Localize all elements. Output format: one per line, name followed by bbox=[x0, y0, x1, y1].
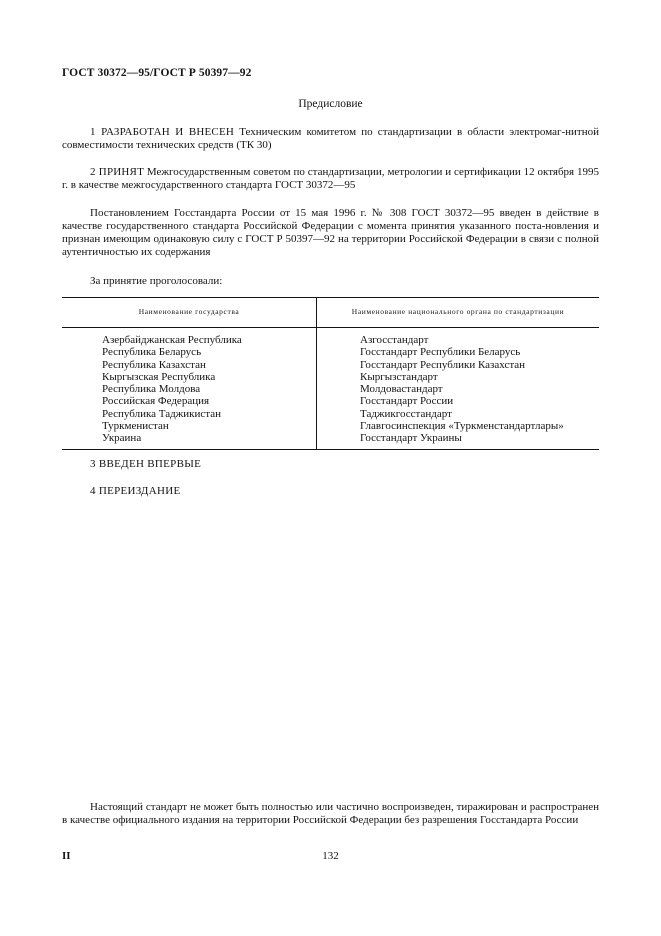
resolution-paragraph bbox=[62, 207, 599, 259]
preface-title: Предисловие bbox=[298, 98, 363, 110]
body-name: Азгосстандарт bbox=[360, 334, 429, 346]
roman-page-number: II bbox=[62, 850, 71, 862]
states-column bbox=[62, 328, 317, 450]
header-state: Наименование государства bbox=[62, 298, 317, 328]
item-developed bbox=[62, 126, 599, 152]
body-name: Госстандарт Украины bbox=[360, 432, 462, 445]
body-name: Госстандарт Республики Беларусь bbox=[360, 346, 521, 359]
state-name: Республика Казахстан bbox=[102, 358, 206, 371]
state-name: Кыргызская Республика bbox=[102, 370, 216, 383]
document-header: ГОСТ 30372—95/ГОСТ Р 50397—92 bbox=[62, 67, 252, 79]
body-name: Кыргызстандарт bbox=[360, 370, 438, 383]
item-adopted-text: Межгосударственным советом по стандартизации, метрологии и сертификации 12 октября 1995 г. в качестве межгосударственного стандарта ГОСТ 30372—95 bbox=[62, 166, 599, 191]
copyright-notice: Настоящий стандарт не может быть полностью или частично воспроизведен, тиражирован и распространен в качестве официального издания на территории Российской Федерации без разрешения Госстандарта России bbox=[62, 801, 599, 826]
body-name: Таджикгосстандарт bbox=[360, 407, 452, 420]
state-name: Республика Таджикистан bbox=[102, 407, 221, 420]
votes-table-header bbox=[62, 298, 599, 328]
voted-intro: За принятие проголосовали: bbox=[90, 275, 223, 287]
bodies-column bbox=[317, 328, 600, 450]
body-name: Главгосинспекция «Туркменстандартлары» bbox=[360, 420, 564, 433]
item-introduced: 3 ВВЕДЕН ВПЕРВЫЕ bbox=[90, 458, 202, 470]
state-name: Республика Молдова bbox=[102, 383, 201, 396]
page-number: 132 bbox=[322, 850, 339, 862]
item-adopted bbox=[62, 166, 599, 192]
item-adopted-lead: 2 ПРИНЯТ bbox=[90, 166, 145, 178]
state-name: Туркменистан bbox=[102, 420, 169, 433]
state-name: Азербайджанская Республика bbox=[102, 334, 242, 346]
state-name: Украина bbox=[102, 432, 142, 445]
body-name: Госстандарт России bbox=[360, 395, 454, 408]
resolution-text: Постановлением Госстандарта России от 15 мая 1996 г. № 308 ГОСТ 30372—95 введен в действие в качестве государственного стандарта Российской Федерации с момента принятия указанного поста-новления и признан имеющим одинаковую силу с ГОСТ Р 50397—92 на территории Российской Федерации в связи с полной аутентичностью их содержания bbox=[62, 207, 599, 258]
body-name: Молдовастандарт bbox=[360, 383, 443, 396]
item-developed-text: Техническим комитетом по стандартизации в области электромаг-нитной совместимости технических средств (ТК 30) bbox=[62, 126, 599, 151]
state-name: Республика Беларусь bbox=[102, 346, 202, 359]
votes-table bbox=[62, 297, 599, 450]
item-developed-lead: 1 РАЗРАБОТАН И ВНЕСЕН bbox=[90, 126, 235, 138]
header-body: Наименование национального органа по стандартизации bbox=[317, 298, 600, 328]
body-name: Госстандарт Республики Казахстан bbox=[360, 358, 526, 371]
state-name: Российская Федерация bbox=[102, 395, 210, 408]
item-reissue: 4 ПЕРЕИЗДАНИЕ bbox=[90, 485, 181, 497]
